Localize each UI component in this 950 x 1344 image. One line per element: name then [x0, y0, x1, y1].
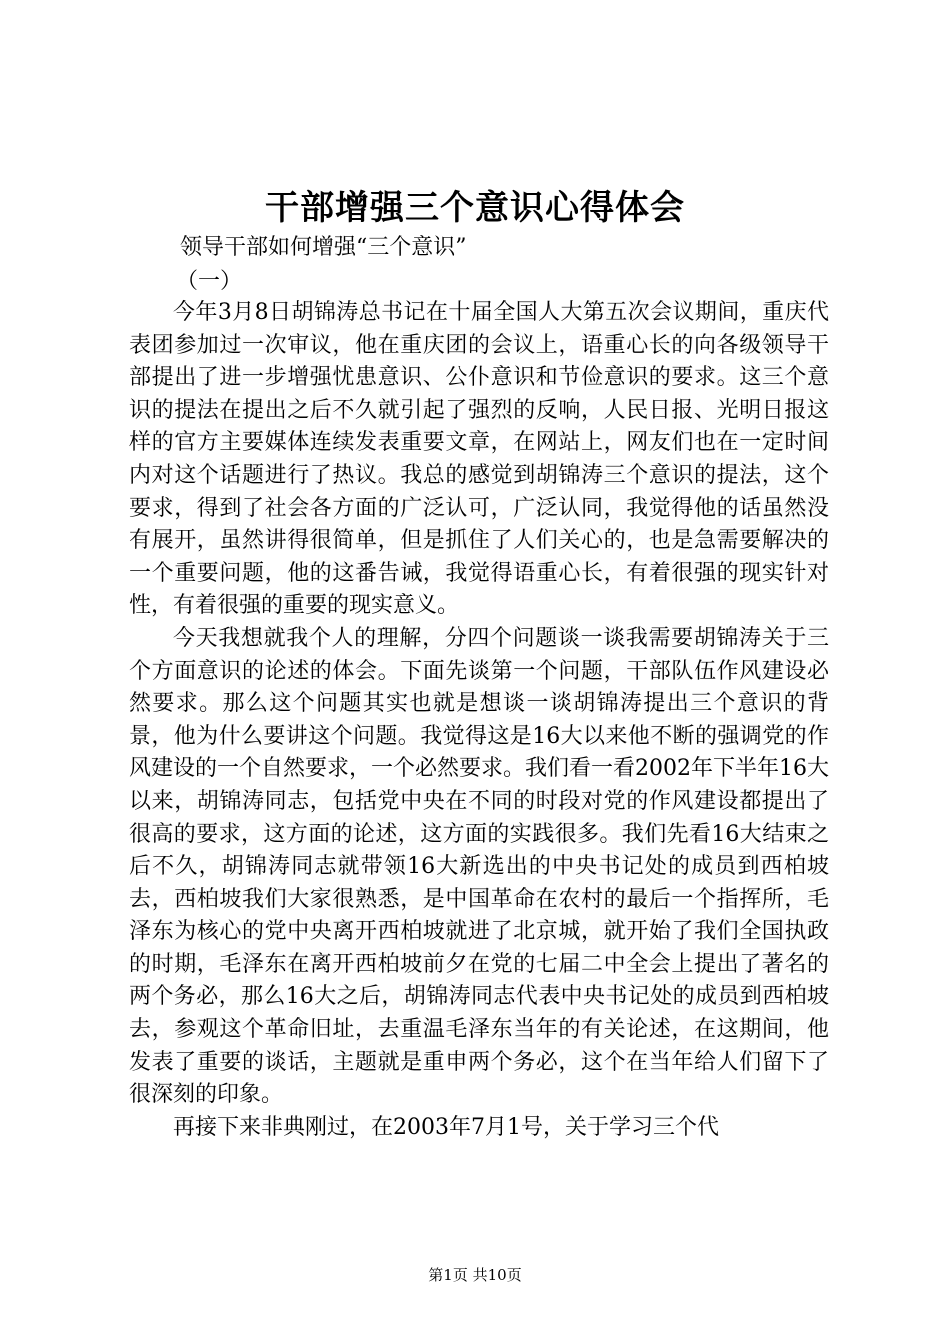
- section-number: （一）: [176, 269, 243, 294]
- page-footer: 第1页 共10页: [428, 1266, 522, 1284]
- document-subtitle: 领导干部如何增强“三个意识”: [180, 235, 467, 260]
- document-title: 干部增强三个意识心得体会: [265, 188, 685, 228]
- body-paragraph: 再接下来非典刚过，在2003年7月1号，关于学习三个代: [173, 1114, 719, 1140]
- body-paragraph: 今天我想就我个人的理解，分四个问题谈一谈我需要胡锦涛关于三个方面意识的论述的体会。下面先谈第一个问题，干部队伍作风建设必然要求。那么这个问题其实也就是想谈一谈胡锦涛提出三个意识的背景，他为什么要讲这个问题。我觉得这是16大以来他不断的强调党的作风建设的一个自然要求，一个必然要求。我们看一看2002年下半年16大以来，胡锦涛同志，包括党中央在不同的时段对党的作风建设都提出了很高的要求，这方面的论述，这方面的实践很多。我们先看16大结束之后不久，胡锦涛同志就带领16大新选出的中央书记处的成员到西柏坡去，西柏坡我们大家很熟悉，是中国革命在农村的最后一个指挥所，毛泽东为核心的党中央离开西柏坡就进了北京城，就开始了我们全国执政的时期，毛泽东在离开西柏坡前夕在党的七届二中全会上提出了著名的两个务必，那么16大之后，胡锦涛同志代表中央书记处的成员到西柏坡去，参观这个革命旧址，去重温毛泽东当年的有关论述，在这期间，他发表了重要的谈话，主题就是重申两个务必，这个在当年给人们留下了很深刻的印象。: [129, 625, 829, 1108]
- body-paragraph: 今年3月8日胡锦涛总书记在十届全国人大第五次会议期间，重庆代表团参加过一次审议，他在重庆团的会议上，语重心长的向各级领导干部提出了进一步增强忧患意识、公仆意识和节俭意识的要求。这三个意识的提法在提出之后不久就引起了强烈的反响，人民日报、光明日报这样的官方主要媒体连续发表重要文章，在网站上，网友们也在一定时间内对这个话题进行了热议。我总的感觉到胡锦涛三个意识的提法，这个要求，得到了社会各方面的广泛认可，广泛认同，我觉得他的话虽然没有展开，虽然讲得很简单，但是抓住了人们关心的，也是急需要解决的一个重要问题，他的这番告诫，我觉得语重心长，有着很强的现实针对性，有着很强的重要的现实意义。: [129, 300, 829, 619]
- document-body: [129, 297, 829, 1144]
